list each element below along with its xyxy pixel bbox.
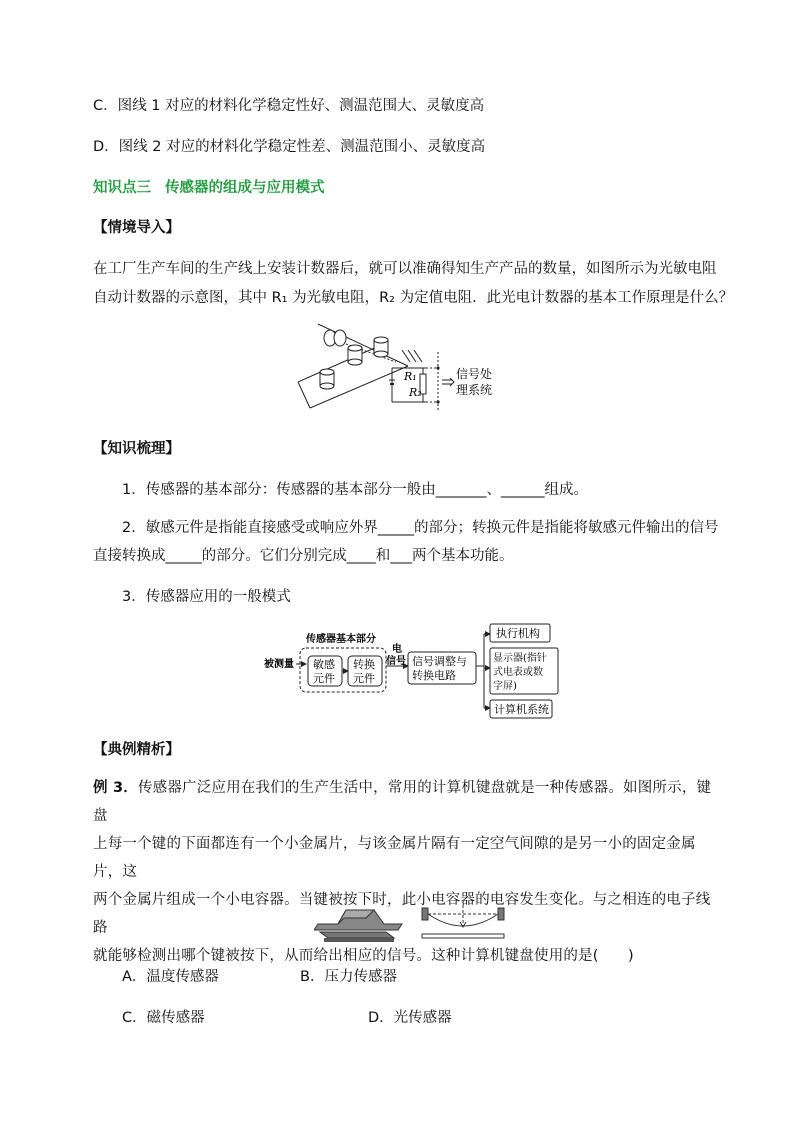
- example-heading: 【典例精析】: [93, 742, 180, 758]
- adjust-circuit-1: 信号调整与: [412, 655, 467, 668]
- display-3: 字屏): [493, 681, 517, 692]
- example-label: 例 3．: [93, 780, 138, 796]
- section-title: 传感器的组成与应用模式: [165, 180, 325, 196]
- computer-system: 计算机系统: [494, 703, 549, 716]
- option-d-top: D．图线 2 对应的材料化学稳定性差、测温范围小、灵敏度高: [93, 139, 486, 155]
- exec-mechanism: 执行机构: [496, 627, 540, 640]
- section-label: 知识点三: [93, 180, 151, 196]
- option-a: A．温度传感器: [122, 969, 219, 985]
- scenario-line-2: 自动计数器的示意图，其中 R₁ 为光敏电阻，R₂ 为定值电阻．此光电计数器的基本工作原理是什么？: [93, 290, 734, 306]
- option-c-top: C．图线 1 对应的材料化学稳定性好、测温范围大、灵敏度高: [93, 98, 485, 114]
- option-c: C．磁传感器: [122, 1010, 205, 1026]
- sensor-flow-diagram: [262, 620, 562, 722]
- example-line-3: 两个金属片组成一个小电容器。当键被按下时，此小电容器的电容发生变化。与之相连的电子线路: [93, 892, 711, 936]
- display-1: 显示器(指针: [493, 653, 547, 664]
- signal-system-label-1: 信号处: [456, 367, 493, 381]
- r2-label: R₂: [409, 386, 422, 399]
- knowledge-heading: 【知识梳理】: [93, 441, 180, 457]
- scenario-line-1: 在工厂生产车间的生产线上安装计数器后，就可以准确得知生产产品的数量，如图所示为光敏电阻: [93, 261, 717, 277]
- electric-signal-1: 电: [392, 644, 402, 655]
- knowledge-item-1: 1．传感器的基本部分：传感器的基本部分一般由_______、______组成。: [122, 482, 588, 498]
- sensitive-element-1: 敏感: [313, 658, 335, 671]
- signal-system-label-2: 理系统: [456, 383, 493, 397]
- adjust-circuit-2: 转换电路: [412, 669, 456, 682]
- knowledge-item-3: 3．传感器应用的一般模式: [122, 589, 291, 605]
- sensitive-element-2: 元件: [313, 672, 335, 685]
- example-line-4: 就能够检测出哪个键被按下，从而给出相应的信号。这种计算机键盘使用的是( ): [93, 948, 634, 964]
- option-d: D．光传感器: [368, 1010, 452, 1026]
- display-2: 式电表或数: [493, 667, 543, 678]
- option-b: B．压力传感器: [300, 969, 397, 985]
- measured-label: 被测量: [264, 659, 294, 670]
- knowledge-item-2-line-1: 2．敏感元件是指能直接感受或响应外界_____的部分；转换元件是指能将敏感元件输出的信号: [122, 520, 719, 536]
- photo-counter-diagram: [296, 322, 508, 412]
- convert-element-1: 转换: [353, 658, 375, 671]
- example-line-2: 上每一个键的下面都连有一个小金属片，与该金属片隔有一定空气间隙的是另一小的固定金属片，这: [93, 836, 696, 880]
- scenario-heading: 【情境导入】: [93, 220, 180, 236]
- section-heading: [93, 176, 325, 197]
- r1-label: R₁: [404, 370, 417, 383]
- example-line-1: 传感器广泛应用在我们的生产生活中，常用的计算机键盘就是一种传感器。如图所示，键盘: [93, 780, 712, 824]
- convert-element-2: 元件: [353, 672, 375, 685]
- sensor-group-label: 传感器基本部分: [306, 634, 376, 645]
- electric-signal-2: 信号: [386, 656, 406, 667]
- key-illustration: [314, 900, 514, 948]
- knowledge-item-2-line-2: 直接转换成_____的部分。它们分别完成____和___两个基本功能。: [93, 548, 514, 564]
